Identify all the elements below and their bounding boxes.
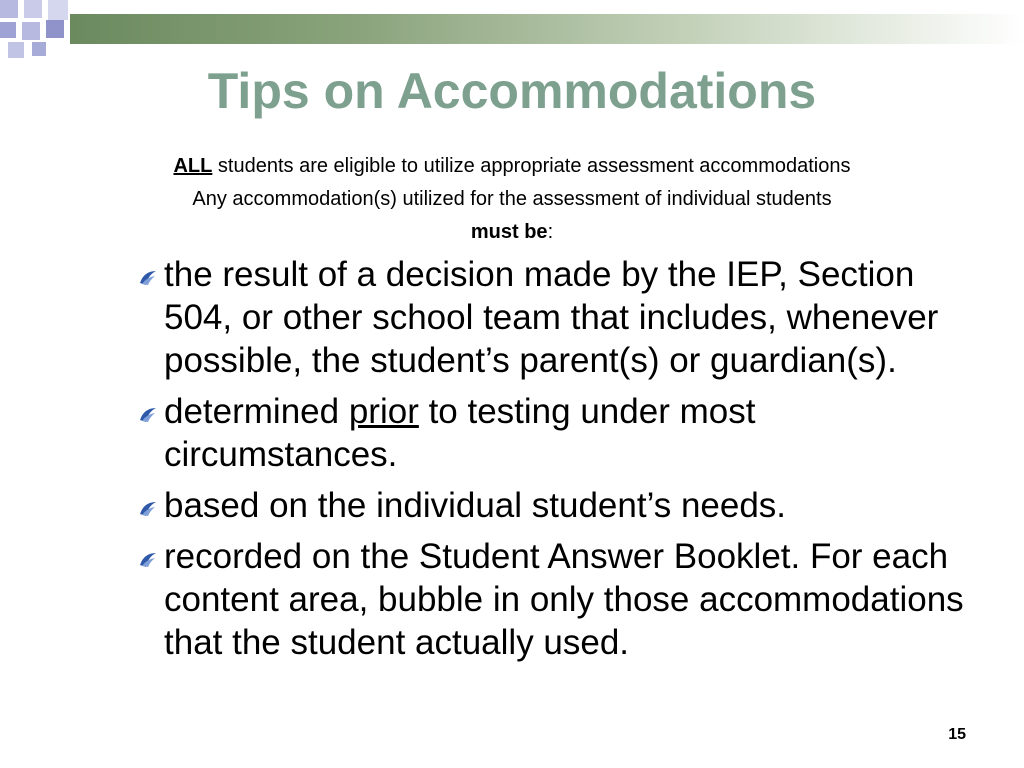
intro-text <box>60 150 964 249</box>
must-be-text: must be <box>470 221 548 243</box>
deco-square <box>0 22 16 38</box>
deco-square <box>22 22 40 40</box>
deco-square <box>0 0 18 18</box>
bullet-item <box>138 484 988 527</box>
swoosh-bullet-icon <box>138 498 158 518</box>
bullet-text: the result of a decision made by the IEP, Section 504, or other school team that includes, whenever possible, the student’s parent(s) or guardian(s). <box>164 255 939 380</box>
slide-title: Tips on Accommodations <box>207 63 817 119</box>
deco-square <box>8 42 24 58</box>
bullet-list <box>138 253 988 672</box>
swoosh-bullet-icon <box>138 549 158 569</box>
swoosh-bullet-icon <box>138 404 158 424</box>
deco-square <box>32 42 46 56</box>
bullet-item <box>138 535 988 664</box>
intro-line-1 <box>60 150 964 183</box>
bullet-item <box>138 390 988 476</box>
colon: : <box>547 221 554 243</box>
bullet-text: recorded on the Student Answer Booklet. For each content area, bubble in only those accommodations that the student actually used. <box>164 537 964 662</box>
intro-line-1-text: students are eligible to utilize appropriate assessment accommodations <box>212 155 851 177</box>
prior-underlined-text: prior <box>348 392 419 431</box>
deco-square <box>48 0 68 20</box>
deco-square <box>24 0 42 18</box>
bullet-text: based on the individual student’s needs. <box>164 486 787 525</box>
bullet-text-after: to testing under most circumstances. <box>164 392 756 474</box>
all-word: ALL <box>173 155 213 177</box>
page-number: 15 <box>948 726 966 743</box>
swoosh-bullet-icon <box>138 267 158 287</box>
bullet-item <box>138 253 988 382</box>
header-gradient-bar <box>70 14 1024 44</box>
intro-line-2: Any accommodation(s) utilized for the assessment of individual students <box>192 188 832 210</box>
deco-square <box>46 20 64 38</box>
bullet-text-before: determined <box>164 392 349 431</box>
intro-line-3 <box>60 216 964 249</box>
